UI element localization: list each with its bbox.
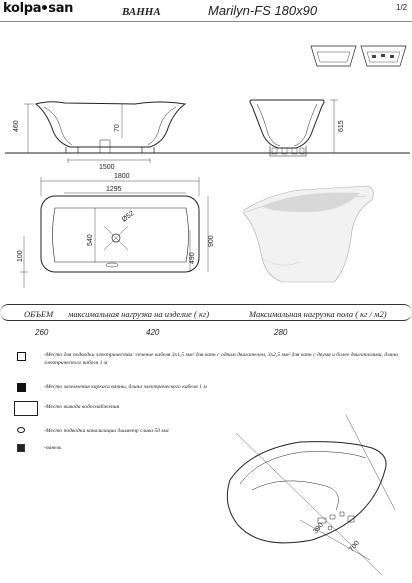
specs-header-volume: ОБЪЕМ: [24, 309, 54, 319]
dim-persp-390: 390: [312, 521, 326, 536]
top-view: [20, 177, 208, 288]
grounding-icon: [17, 383, 26, 392]
legend-text: -Место подводки канализации диаметр слива 50 мм: [44, 428, 169, 434]
end-view: [250, 100, 338, 156]
perspective-install-view: [227, 415, 395, 575]
dim-top-100: 100: [17, 250, 24, 262]
dim-top-900: 900: [208, 235, 215, 247]
dim-side-length: 1500: [99, 164, 115, 171]
dim-top-length: 1800: [114, 173, 130, 180]
water-supply-icon: [14, 401, 38, 416]
side-view: [5, 102, 410, 163]
drain-icon: [17, 427, 25, 433]
bathtub-render: [244, 186, 373, 282]
dim-persp-700: 700: [348, 539, 362, 554]
legend-text: -Место заземления каркаса ванны, длина электрического кабеля 1 м: [44, 384, 207, 390]
dim-top-540: 540: [87, 234, 94, 246]
specs-header-product-load: максимальная нагрузка на изделие ( кг): [68, 309, 210, 319]
electric-supply-icon: [17, 352, 26, 361]
dim-top-inner: 1295: [106, 186, 122, 193]
model-name: Marilyn-FS 180x90: [208, 3, 318, 18]
specs-value-product-load: 420: [146, 328, 160, 337]
specs-header-floor-load: Максимальная нагрузка пола ( кг / м2): [249, 309, 387, 319]
brand-logo: kolpa san: [3, 1, 74, 16]
legend-text: -Место вывода водоснабжения: [44, 404, 120, 410]
page-number: 1/2: [396, 3, 408, 12]
legend-text: -панель: [44, 445, 62, 451]
specs-value-floor-load: 280: [274, 328, 288, 337]
specs-value-volume: 260: [35, 328, 49, 337]
dim-top-490: 490: [189, 252, 196, 264]
thumbnail-views: [311, 46, 406, 66]
document-type: ВАННА: [122, 6, 161, 18]
dim-end-height: 615: [338, 120, 345, 132]
panel-icon: [17, 444, 25, 452]
specs-header-row: [0, 304, 412, 321]
dim-side-height: 460: [13, 120, 20, 132]
legend-text: -Место для подводки электричества: сечение кабеля 3х1,5 мм² для ванн с одним двигателем, 3х2,5 мм² для ванн с двумя и более двигателями, длина электрического кабеля 1 м: [44, 352, 398, 366]
dim-drain-diameter: Ø52: [120, 209, 136, 224]
dim-side-70: 70: [114, 124, 121, 132]
